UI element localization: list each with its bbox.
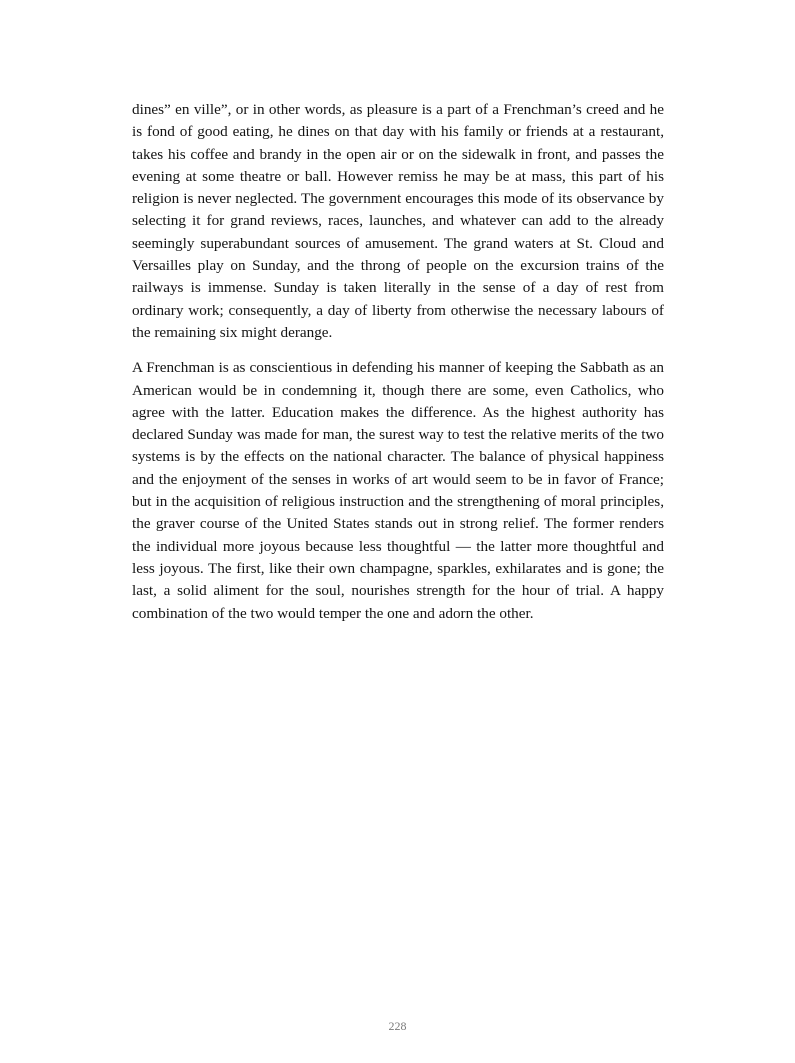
body-text [132,99,664,625]
paragraph-2: A Frenchman is as conscientious in defending his manner of keeping the Sabbath as an American would be in condemning it, though there are some, even Catholics, who agree with the latter. Education makes the difference. As the highest authority has declared Sunday was made for man, the surest way to test the relative merits of the two systems is by the effects on the national character. The balance of physical happiness and the enjoyment of the senses in works of art would seem to be in favor of France; but in the acquisition of religious instruction and the strengthening of moral principles, the graver course of the United States stands out in strong relief. The former renders the individual more joyous because less thoughtful — the latter more thoughtful and less joyous. The first, like their own champagne, sparkles, exhilarates and is gone; the last, a solid aliment for the soul, nourishes strength for the hour of trial. A happy combination of the two would temper the one and adorn the other. [132,359,664,622]
paragraph-1: dines” en ville”, or in other words, as pleasure is a part of a Frenchman’s creed and he is fond of good eating, he dines on that day with his family or friends at a restaurant, takes his coffee and brandy in the open air or on the sidewalk in front, and passes the evening at some theatre or ball. However remiss he may be at mass, this part of his religion is never neglected. The government encourages this mode of its observance by selecting it for grand reviews, races, launches, and whatever can add to the already seemingly superabundant sources of amusement. The grand waters at St. Cloud and Versailles play on Sunday, and the throng of people on the excursion trains of the railways is immense. Sunday is taken literally in the sense of a day of rest from ordinary work; consequently, a day of liberty from otherwise the necessary labours of the remaining six might derange. [132,101,664,341]
page-number: 228 [388,1019,407,1033]
